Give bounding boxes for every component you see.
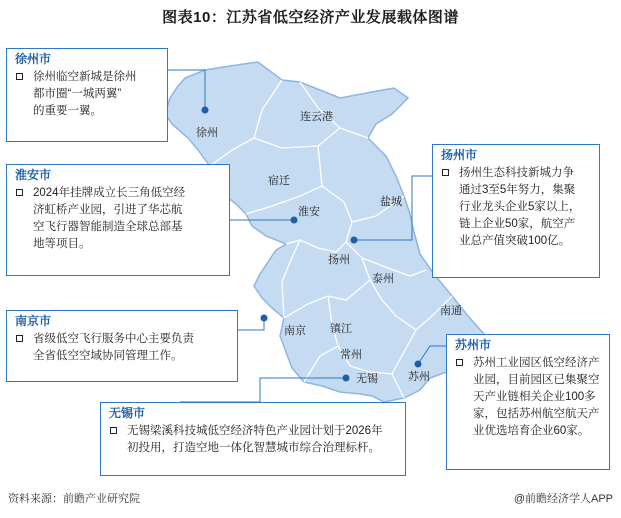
box-line: 初投用，打造空地一体化智慧城市综合治理标杆。 <box>127 442 380 454</box>
city-label-changzhou: 常州 <box>340 349 362 361</box>
box-text <box>433 165 599 254</box>
box-line: 扬州生态科技新城力争 <box>459 167 574 179</box>
info-box-wuxi <box>100 402 406 476</box>
box-line: 业优选培育企业60家。 <box>473 425 590 437</box>
info-box-suzhou <box>446 334 610 470</box>
bullet-icon <box>16 73 23 80</box>
info-box-huaian <box>6 164 230 276</box>
box-line: 都市圈“一城两翼” <box>33 88 122 100</box>
city-label-wuxi: 无锡 <box>356 373 378 385</box>
box-line: 空飞行器智能制造全球总部基 <box>33 221 183 233</box>
box-line: 的重要一翼。 <box>33 105 102 117</box>
city-label-nanjing: 南京 <box>284 325 306 337</box>
box-line: 2024年挂牌成立长三角低空经 <box>33 187 186 199</box>
bullet-icon <box>110 427 117 434</box>
brand-mark: @前瞻经济学人APP <box>513 493 613 505</box>
city-label-suzhou: 苏州 <box>408 371 430 383</box>
info-box-yangzhou <box>432 144 600 278</box>
info-box-nanjing <box>6 310 238 382</box>
bullet-icon <box>16 335 23 342</box>
city-label-xuzhou: 徐州 <box>196 127 218 139</box>
box-line: 链上企业50家，航空产 <box>459 218 576 230</box>
bullet-icon <box>456 359 463 366</box>
city-label-lianyungang: 连云港 <box>300 111 333 123</box>
chart-title: 图表10：江苏省低空经济产业发展载体图谱 <box>162 9 459 26</box>
city-label-nantong: 南通 <box>440 305 462 317</box>
bullet-icon <box>442 169 449 176</box>
box-line: 苏州工业园区低空经济产 <box>473 357 600 369</box>
city-label-taizhou: 泰州 <box>372 273 394 285</box>
city-label-huaian: 淮安 <box>298 206 320 218</box>
box-line: 家，包括苏州航空航天产 <box>473 408 600 420</box>
box-line: 业总产值突破100亿。 <box>459 235 571 247</box>
city-label-suqian: 宿迁 <box>268 175 290 187</box>
box-title: 苏州市 <box>455 338 492 352</box>
box-text <box>101 423 405 461</box>
box-title: 徐州市 <box>15 52 52 66</box>
box-line: 天产业链相关企业100多 <box>473 391 596 403</box>
box-title: 无锡市 <box>109 406 146 420</box>
city-label-zhenjiang: 镇江 <box>330 323 352 335</box>
box-title: 淮安市 <box>15 168 52 182</box>
box-line: 无锡梁溪科技城低空经济特色产业园计划于2026年 <box>127 425 383 437</box>
bullet-icon <box>16 189 23 196</box>
source-note: 资料来源：前瞻产业研究院 <box>8 493 140 505</box>
box-text <box>7 69 167 124</box>
box-line: 地等项目。 <box>33 238 91 250</box>
box-title: 扬州市 <box>441 148 478 162</box>
city-label-yangzhou: 扬州 <box>328 254 350 266</box>
box-line: 徐州临空新城是徐州 <box>33 71 137 83</box>
box-text <box>447 355 609 444</box>
box-line: 济虹桥产业园，引进了华芯航 <box>33 204 183 216</box>
box-line: 全省低空空域协同管理工作。 <box>33 350 183 362</box>
box-line: 行业龙头企业5家以上， <box>459 201 581 213</box>
box-title: 南京市 <box>15 314 52 328</box>
box-line: 业园，目前园区已集聚空 <box>473 374 600 386</box>
box-text <box>7 331 237 369</box>
box-text <box>7 185 229 257</box>
box-line: 省级低空飞行服务中心主要负责 <box>33 333 194 345</box>
box-line: 通过3至5年努力，集聚 <box>459 184 576 196</box>
info-box-xuzhou <box>6 48 168 142</box>
city-label-yancheng: 盐城 <box>380 196 402 208</box>
